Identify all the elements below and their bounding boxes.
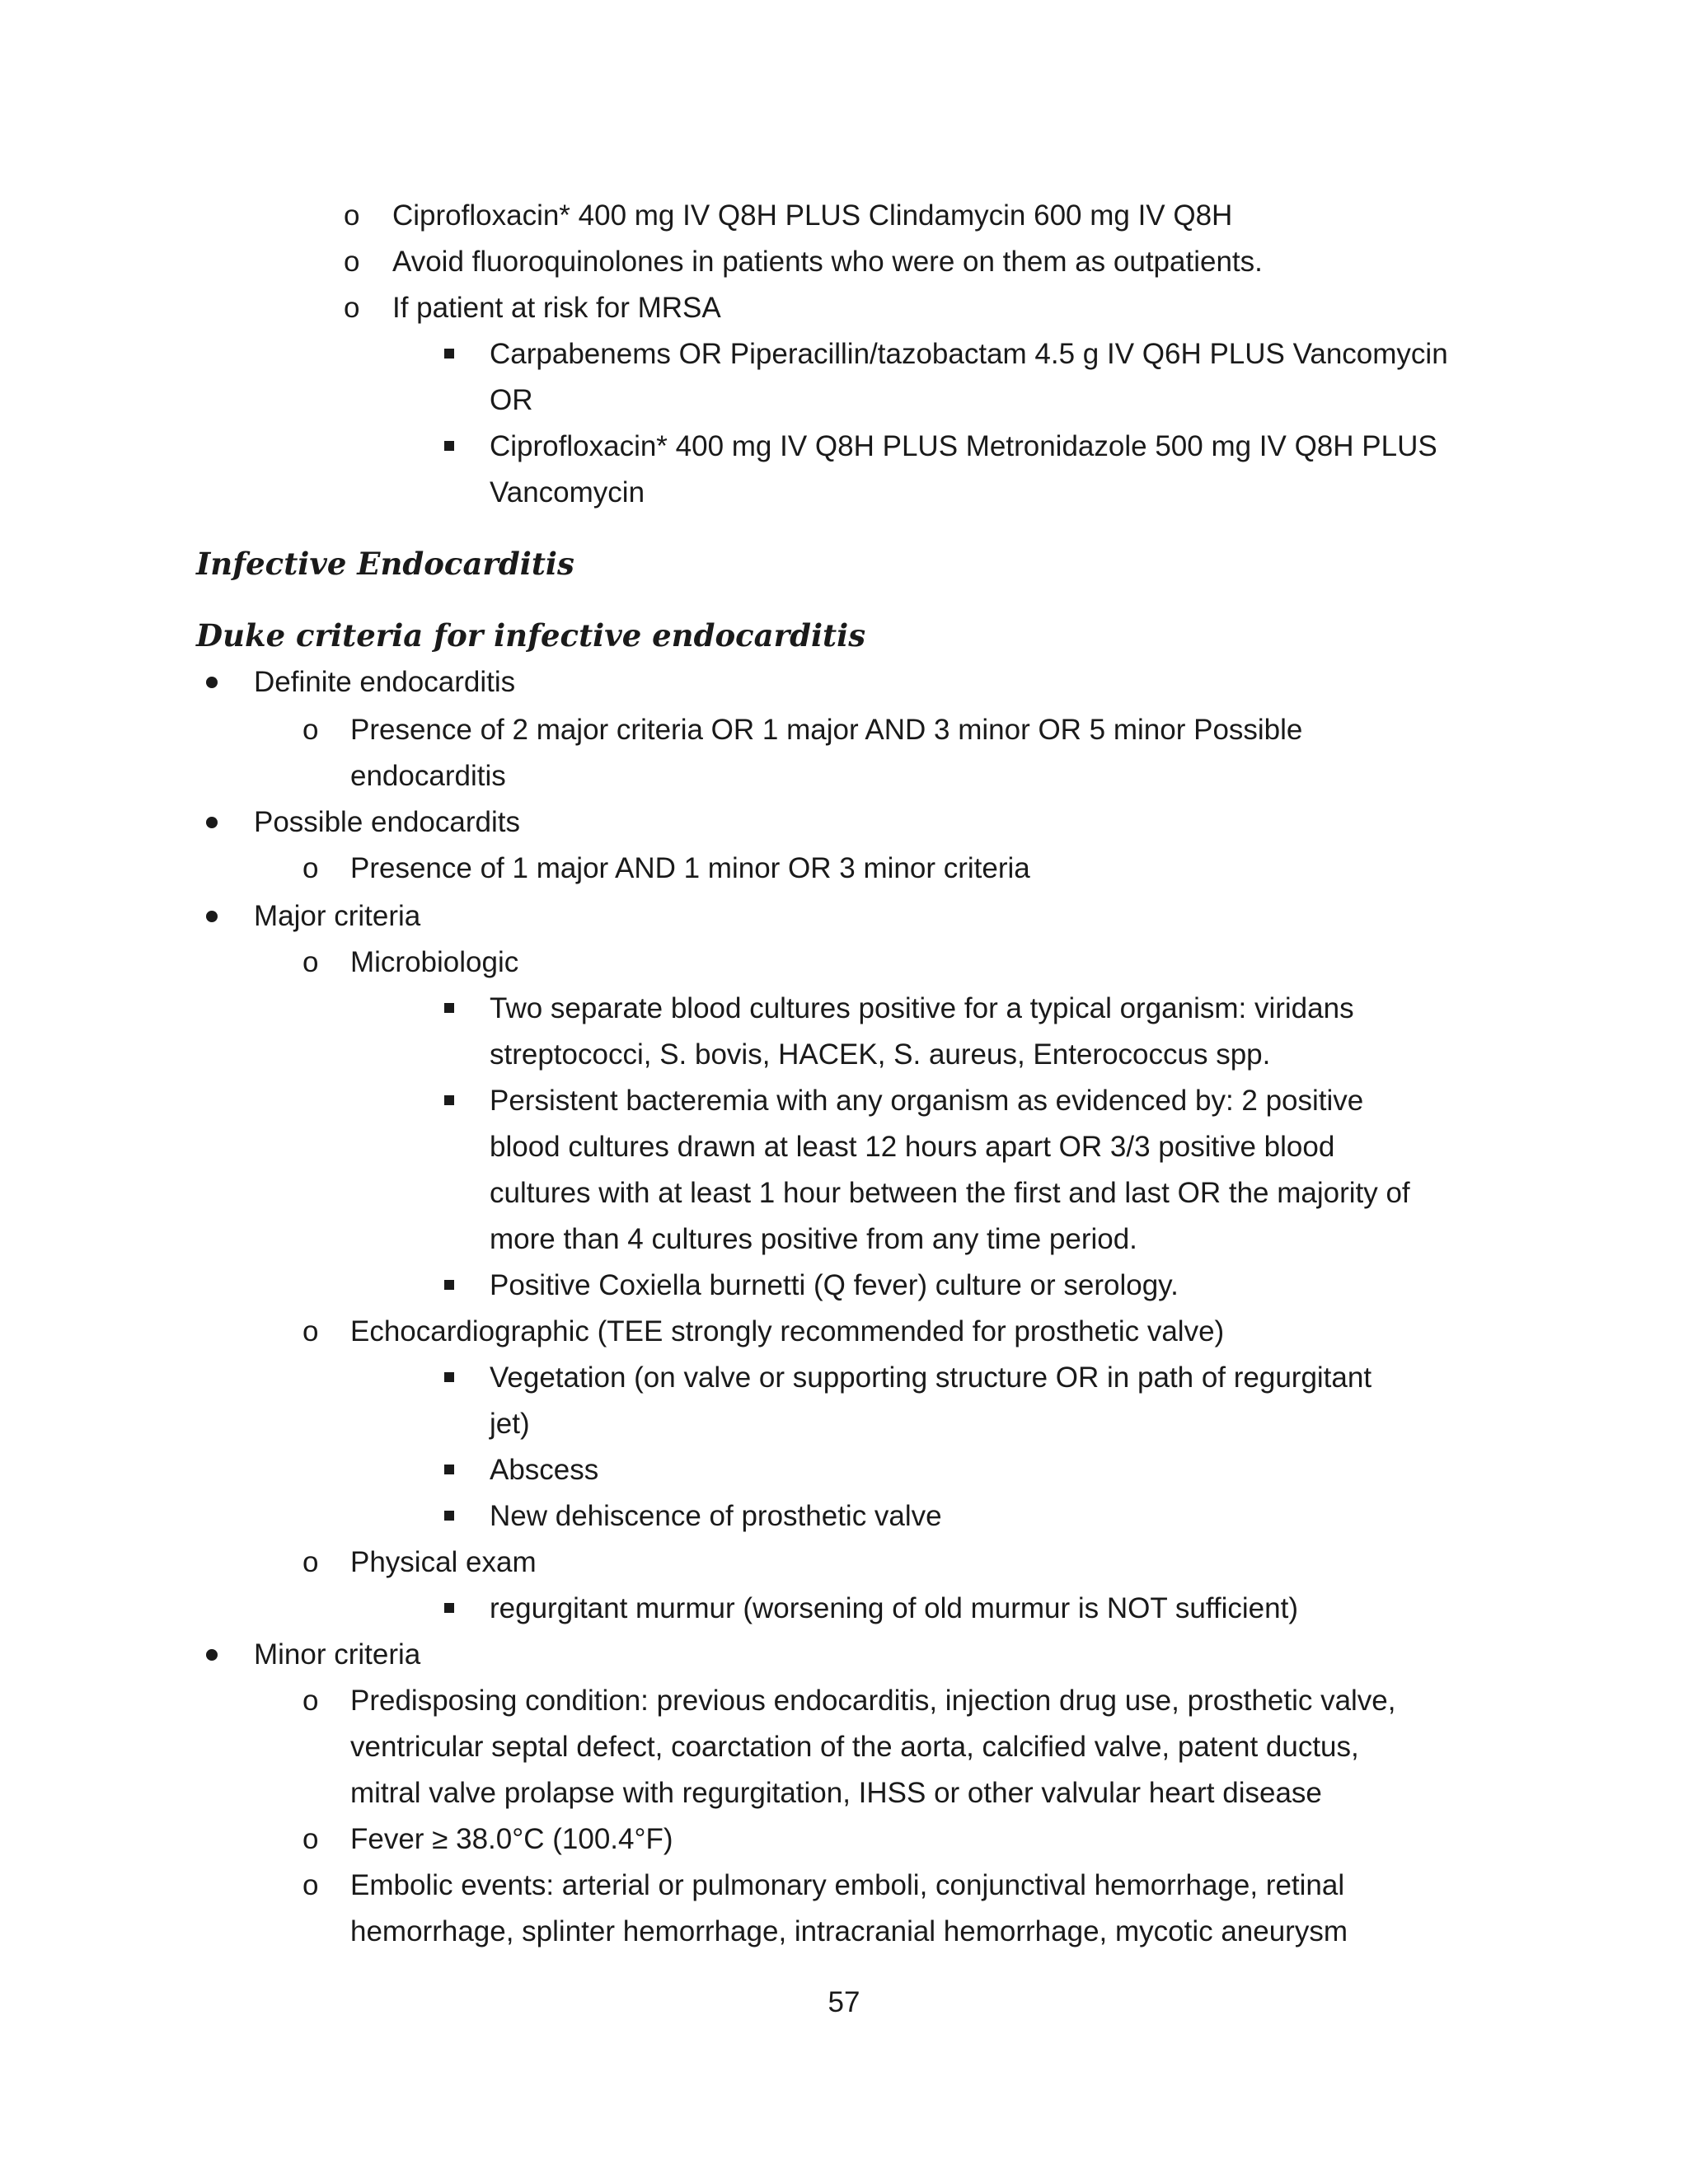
list-marker-circle: o xyxy=(302,946,319,978)
bullet-dot-icon xyxy=(206,1649,218,1661)
list-item-continuation: endocarditis xyxy=(350,760,506,792)
list-item: New dehiscence of prosthetic valve xyxy=(490,1500,942,1532)
list-item-continuation: streptococci, S. bovis, HACEK, S. aureus, Enterococcus spp. xyxy=(490,1038,1271,1071)
bullet-square-icon xyxy=(444,1280,454,1290)
bullet-dot-icon xyxy=(206,677,218,688)
list-marker-circle: o xyxy=(302,1869,319,1901)
subsection-title: Duke criteria for infective endocarditis xyxy=(196,617,866,654)
bullet-square-icon xyxy=(444,349,454,359)
list-marker-circle: o xyxy=(344,292,360,324)
bullet-square-icon xyxy=(444,1511,454,1521)
list-marker-circle: o xyxy=(344,199,360,232)
list-item: Microbiologic xyxy=(350,946,519,978)
bullet-square-icon xyxy=(444,1003,454,1013)
list-item-continuation: more than 4 cultures positive from any time period. xyxy=(490,1223,1137,1255)
list-item-continuation: ventricular septal defect, coarctation of the aorta, calcified valve, patent ductus, xyxy=(350,1731,1359,1763)
bullet-square-icon xyxy=(444,1095,454,1105)
list-marker-circle: o xyxy=(302,714,319,746)
list-item: Fever ≥ 38.0°C (100.4°F) xyxy=(350,1823,673,1855)
list-item: Predisposing condition: previous endocarditis, injection drug use, prosthetic valve, xyxy=(350,1685,1396,1717)
list-item: Persistent bacteremia with any organism as evidenced by: 2 positive xyxy=(490,1085,1364,1117)
list-item-continuation: hemorrhage, splinter hemorrhage, intracranial hemorrhage, mycotic aneurysm xyxy=(350,1915,1348,1947)
list-item: Carpabenems OR Piperacillin/tazobactam 4.5 g IV Q6H PLUS Vancomycin xyxy=(490,338,1448,370)
list-item: Presence of 2 major criteria OR 1 major AND 3 minor OR 5 minor Possible xyxy=(350,714,1303,746)
list-item: Two separate blood cultures positive for a typical organism: viridans xyxy=(490,992,1354,1024)
list-item: Echocardiographic (TEE strongly recommended for prosthetic valve) xyxy=(350,1315,1225,1347)
list-item: Possible endocardits xyxy=(254,806,520,838)
list-item: If patient at risk for MRSA xyxy=(392,292,721,324)
list-item: Ciprofloxacin* 400 mg IV Q8H PLUS Clindamycin 600 mg IV Q8H xyxy=(392,199,1233,232)
list-item: Positive Coxiella burnetti (Q fever) culture or serology. xyxy=(490,1269,1179,1301)
list-item: Ciprofloxacin* 400 mg IV Q8H PLUS Metronidazole 500 mg IV Q8H PLUS xyxy=(490,430,1437,462)
page-number: 57 xyxy=(828,1986,860,2018)
list-item-continuation: mitral valve prolapse with regurgitation, IHSS or other valvular heart disease xyxy=(350,1777,1322,1809)
list-marker-circle: o xyxy=(302,1685,319,1717)
list-item-continuation: blood cultures drawn at least 12 hours apart OR 3/3 positive blood xyxy=(490,1131,1335,1163)
list-marker-circle: o xyxy=(302,1546,319,1578)
list-marker-circle: o xyxy=(302,852,319,884)
list-item: Abscess xyxy=(490,1454,599,1486)
list-marker-circle: o xyxy=(344,246,360,278)
list-item-continuation: OR xyxy=(490,384,533,416)
list-item-continuation: cultures with at least 1 hour between the first and last OR the majority of xyxy=(490,1177,1410,1209)
list-item: Vegetation (on valve or supporting structure OR in path of regurgitant xyxy=(490,1361,1372,1394)
list-item: regurgitant murmur (worsening of old murmur is NOT sufficient) xyxy=(490,1592,1298,1624)
list-marker-circle: o xyxy=(302,1315,319,1347)
section-title: Infective Endocarditis xyxy=(196,546,574,582)
list-item: Minor criteria xyxy=(254,1638,421,1671)
list-item: Major criteria xyxy=(254,900,421,932)
list-item: Presence of 1 major AND 1 minor OR 3 minor criteria xyxy=(350,852,1030,884)
list-item: Definite endocarditis xyxy=(254,666,516,698)
bullet-square-icon xyxy=(444,1465,454,1474)
bullet-dot-icon xyxy=(206,817,218,828)
bullet-square-icon xyxy=(444,441,454,451)
list-marker-circle: o xyxy=(302,1823,319,1855)
bullet-square-icon xyxy=(444,1372,454,1382)
bullet-square-icon xyxy=(444,1603,454,1613)
list-item: Avoid fluoroquinolones in patients who were on them as outpatients. xyxy=(392,246,1263,278)
list-item: Physical exam xyxy=(350,1546,537,1578)
bullet-dot-icon xyxy=(206,911,218,922)
list-item-continuation: jet) xyxy=(490,1408,530,1440)
list-item-continuation: Vancomycin xyxy=(490,476,645,509)
list-item: Embolic events: arterial or pulmonary emboli, conjunctival hemorrhage, retinal xyxy=(350,1869,1345,1901)
